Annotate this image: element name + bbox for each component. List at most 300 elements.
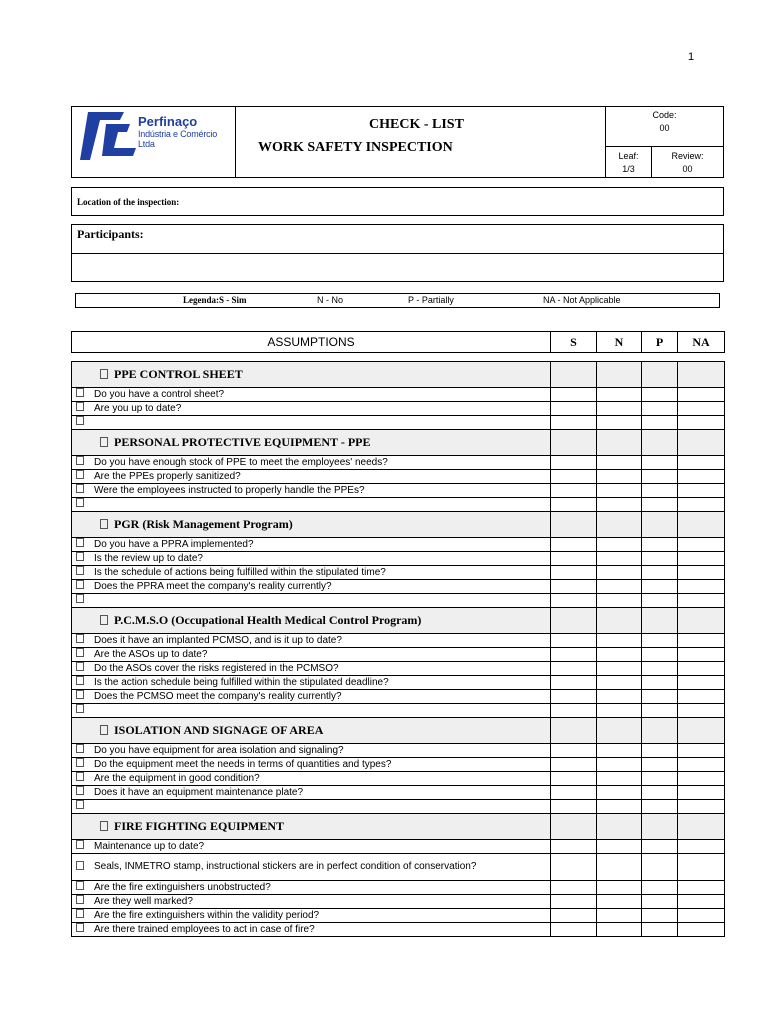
answer-cell-n[interactable]: [597, 758, 642, 772]
checkbox-icon[interactable]: [76, 662, 84, 671]
question-cell: [72, 538, 551, 552]
column-n: N: [597, 332, 642, 353]
answer-cell-s[interactable]: [551, 594, 597, 608]
answer-cell-s[interactable]: [551, 552, 597, 566]
answer-cell-s[interactable]: [551, 566, 597, 580]
review-value: 00: [682, 164, 693, 174]
question-text: Are they well marked?: [94, 895, 193, 907]
answer-cell-p[interactable]: [642, 676, 678, 690]
answer-cell-p: [642, 512, 678, 538]
question-cell: [72, 566, 551, 580]
answer-cell-n[interactable]: [597, 456, 642, 470]
answer-cell-n[interactable]: [597, 881, 642, 895]
question-cell: [72, 580, 551, 594]
checklist-table: [71, 331, 725, 937]
answer-cell-s[interactable]: [551, 786, 597, 800]
checkbox-icon[interactable]: [76, 552, 84, 561]
question-text: Were the employees instructed to properly handle the PPEs?: [94, 484, 365, 496]
question-row: [72, 416, 725, 430]
answer-cell-p[interactable]: [642, 772, 678, 786]
answer-cell-na[interactable]: [678, 800, 725, 814]
question-row: [72, 744, 725, 758]
question-row: [72, 634, 725, 648]
answer-cell-n[interactable]: [597, 634, 642, 648]
question-cell: [72, 484, 551, 498]
answer-cell-p[interactable]: [642, 648, 678, 662]
question-row: [72, 758, 725, 772]
question-row: [72, 800, 725, 814]
answer-cell-p[interactable]: [642, 923, 678, 937]
section-title-cell: [72, 718, 551, 744]
legend-n: N - No: [317, 295, 344, 305]
checkbox-icon[interactable]: [76, 895, 84, 904]
section-header-row: [72, 608, 725, 634]
answer-cell-s[interactable]: [551, 772, 597, 786]
answer-cell-s[interactable]: [551, 895, 597, 909]
question-text: Do the equipment meet the needs in terms of quantities and types?: [94, 758, 392, 770]
answer-cell-na[interactable]: [678, 634, 725, 648]
answer-cell-na[interactable]: [678, 895, 725, 909]
question-text: Is the review up to date?: [94, 552, 203, 564]
answer-cell-na[interactable]: [678, 758, 725, 772]
answer-cell-n: [597, 608, 642, 634]
answer-cell-s[interactable]: [551, 690, 597, 704]
question-row: [72, 690, 725, 704]
answer-cell-na[interactable]: [678, 772, 725, 786]
checkbox-icon: [100, 519, 108, 529]
answer-cell-na[interactable]: [678, 840, 725, 854]
answer-cell-na: [678, 814, 725, 840]
checkbox-icon: [100, 369, 108, 379]
answer-cell-p[interactable]: [642, 498, 678, 512]
review-label: Review:: [671, 151, 704, 161]
question-row: [72, 881, 725, 895]
column-na: NA: [678, 332, 725, 353]
question-text: Does it have an implanted PCMSO, and is it up to date?: [94, 634, 342, 646]
answer-cell-n[interactable]: [597, 704, 642, 718]
answer-cell-n[interactable]: [597, 484, 642, 498]
answer-cell-s[interactable]: [551, 648, 597, 662]
answer-cell-s[interactable]: [551, 388, 597, 402]
question-cell: [72, 800, 551, 814]
answer-cell-p[interactable]: [642, 786, 678, 800]
answer-cell-n[interactable]: [597, 800, 642, 814]
answer-cell-p[interactable]: [642, 538, 678, 552]
answer-cell-s[interactable]: [551, 744, 597, 758]
answer-cell-n[interactable]: [597, 854, 642, 881]
checkbox-icon[interactable]: [76, 456, 84, 465]
question-cell: [72, 662, 551, 676]
location-field[interactable]: [71, 187, 724, 216]
column-s: S: [551, 332, 597, 353]
answer-cell-na[interactable]: [678, 648, 725, 662]
question-cell: [72, 634, 551, 648]
answer-cell-p[interactable]: [642, 758, 678, 772]
section-title-cell: [72, 512, 551, 538]
answer-cell-na[interactable]: [678, 484, 725, 498]
question-cell: [72, 470, 551, 484]
answer-cell-n[interactable]: [597, 840, 642, 854]
question-row: [72, 854, 725, 881]
question-row: [72, 772, 725, 786]
answer-cell-na[interactable]: [678, 416, 725, 430]
answer-cell-n[interactable]: [597, 772, 642, 786]
question-row: [72, 402, 725, 416]
answer-cell-p[interactable]: [642, 552, 678, 566]
answer-cell-p[interactable]: [642, 580, 678, 594]
answer-cell-n[interactable]: [597, 690, 642, 704]
section-header-row: [72, 512, 725, 538]
checkbox-icon[interactable]: [76, 580, 84, 589]
answer-cell-p: [642, 362, 678, 388]
checkbox-icon[interactable]: [76, 840, 84, 849]
question-row: [72, 538, 725, 552]
logo-mark-icon: [78, 110, 138, 162]
question-text: Are you up to date?: [94, 402, 182, 414]
company-subtitle: Indústria e Comércio Ltda: [138, 129, 218, 149]
page-number: 1: [688, 51, 695, 63]
answer-cell-s: [551, 718, 597, 744]
answer-cell-na[interactable]: [678, 881, 725, 895]
question-text: Are there trained employees to act in case of fire?: [94, 923, 315, 935]
participants-divider: [72, 253, 723, 254]
answer-cell-na[interactable]: [678, 470, 725, 484]
answer-cell-na[interactable]: [678, 594, 725, 608]
question-row: [72, 786, 725, 800]
answer-cell-p[interactable]: [642, 909, 678, 923]
assumptions-header: ASSUMPTIONS: [72, 332, 551, 353]
section-title: PERSONAL PROTECTIVE EQUIPMENT - PPE: [114, 435, 371, 449]
checkbox-icon[interactable]: [76, 594, 84, 603]
code-label: Code:: [652, 110, 677, 120]
question-text: Seals, INMETRO stamp, instructional stickers are in perfect condition of conservation?: [94, 861, 477, 872]
answer-cell-s[interactable]: [551, 456, 597, 470]
company-name: Perfinaço: [138, 114, 198, 129]
checkbox-icon[interactable]: [76, 744, 84, 753]
answer-cell-p[interactable]: [642, 704, 678, 718]
section-header-row: [72, 814, 725, 840]
section-title: PGR (Risk Management Program): [114, 517, 293, 531]
question-row: [72, 566, 725, 580]
answer-cell-na[interactable]: [678, 456, 725, 470]
answer-cell-s[interactable]: [551, 840, 597, 854]
question-row: [72, 676, 725, 690]
code-box: [606, 107, 723, 147]
answer-cell-n: [597, 814, 642, 840]
question-text: Is the schedule of actions being fulfilled within the stipulated time?: [94, 566, 386, 578]
question-row: [72, 498, 725, 512]
question-row: [72, 388, 725, 402]
company-logo: [72, 107, 236, 177]
section-header-row: [72, 430, 725, 456]
answer-cell-p: [642, 430, 678, 456]
question-text: Do the ASOs cover the risks registered in the PCMSO?: [94, 662, 339, 674]
question-row: [72, 484, 725, 498]
answer-cell-n[interactable]: [597, 895, 642, 909]
checkbox-icon[interactable]: [76, 704, 84, 713]
answer-cell-n[interactable]: [597, 552, 642, 566]
checkbox-icon[interactable]: [76, 566, 84, 575]
question-text: Are the PPEs properly sanitized?: [94, 470, 241, 482]
document-header: [71, 106, 724, 178]
answer-cell-s[interactable]: [551, 498, 597, 512]
checkbox-icon[interactable]: [76, 538, 84, 547]
legend-s: Legenda:S - Sim: [183, 295, 247, 305]
checkbox-icon[interactable]: [76, 800, 84, 809]
checkbox-icon: [100, 821, 108, 831]
section-title-cell: [72, 814, 551, 840]
question-cell: [72, 676, 551, 690]
answer-cell-p[interactable]: [642, 566, 678, 580]
leaf-box: [606, 147, 652, 177]
checkbox-icon[interactable]: [76, 861, 84, 870]
answer-cell-na[interactable]: [678, 676, 725, 690]
spacer-cell: [72, 353, 725, 362]
question-text: Do you have a control sheet?: [94, 388, 225, 400]
answer-cell-p[interactable]: [642, 895, 678, 909]
section-title: ISOLATION AND SIGNAGE OF AREA: [114, 723, 324, 737]
participants-field[interactable]: [71, 224, 724, 282]
checkbox-icon: [100, 437, 108, 447]
question-cell: [72, 388, 551, 402]
checkbox-icon[interactable]: [76, 772, 84, 781]
question-row: [72, 704, 725, 718]
answer-cell-p[interactable]: [642, 854, 678, 881]
answer-cell-p[interactable]: [642, 402, 678, 416]
leaf-value: 1/3: [622, 164, 635, 174]
checkbox-icon[interactable]: [76, 881, 84, 890]
answer-cell-p[interactable]: [642, 662, 678, 676]
answer-cell-s[interactable]: [551, 416, 597, 430]
answer-cell-n[interactable]: [597, 538, 642, 552]
answer-cell-n: [597, 362, 642, 388]
answer-cell-n: [597, 512, 642, 538]
checkbox-icon[interactable]: [76, 648, 84, 657]
answer-cell-n: [597, 718, 642, 744]
question-row: [72, 456, 725, 470]
question-text: Are the equipment in good condition?: [94, 772, 260, 784]
question-row: [72, 840, 725, 854]
answer-cell-na[interactable]: [678, 690, 725, 704]
answer-cell-n[interactable]: [597, 923, 642, 937]
answer-cell-n[interactable]: [597, 676, 642, 690]
section-header-row: [72, 362, 725, 388]
checkbox-icon[interactable]: [76, 402, 84, 411]
answer-cell-na[interactable]: [678, 498, 725, 512]
question-cell: [72, 881, 551, 895]
question-row: [72, 552, 725, 566]
question-text: Is the action schedule being fulfilled within the stipulated deadline?: [94, 676, 389, 688]
checkbox-icon[interactable]: [76, 676, 84, 685]
checkbox-icon[interactable]: [76, 498, 84, 507]
checkbox-icon[interactable]: [76, 909, 84, 918]
leaf-label: Leaf:: [618, 151, 639, 161]
answer-cell-n[interactable]: [597, 744, 642, 758]
question-row: [72, 470, 725, 484]
answer-cell-s: [551, 430, 597, 456]
answer-cell-s[interactable]: [551, 402, 597, 416]
answer-cell-s[interactable]: [551, 800, 597, 814]
question-cell: [72, 854, 551, 881]
answer-cell-p[interactable]: [642, 416, 678, 430]
answer-cell-s[interactable]: [551, 758, 597, 772]
question-cell: [72, 923, 551, 937]
answer-cell-n[interactable]: [597, 566, 642, 580]
answer-cell-na[interactable]: [678, 552, 725, 566]
question-text: Does it have an equipment maintenance plate?: [94, 786, 304, 798]
question-row: [72, 580, 725, 594]
checkbox-icon: [100, 615, 108, 625]
answer-cell-na[interactable]: [678, 388, 725, 402]
answer-cell-n[interactable]: [597, 662, 642, 676]
answer-cell-n[interactable]: [597, 786, 642, 800]
answer-cell-p[interactable]: [642, 744, 678, 758]
review-box: [652, 147, 723, 177]
checkbox-icon[interactable]: [76, 470, 84, 479]
answer-cell-p[interactable]: [642, 800, 678, 814]
answer-cell-p[interactable]: [642, 388, 678, 402]
answer-cell-p[interactable]: [642, 690, 678, 704]
answer-cell-s[interactable]: [551, 881, 597, 895]
checkbox-icon[interactable]: [76, 634, 84, 643]
answer-cell-na[interactable]: [678, 704, 725, 718]
answer-cell-p: [642, 608, 678, 634]
answer-cell-p[interactable]: [642, 881, 678, 895]
answer-cell-n: [597, 430, 642, 456]
answer-cell-s[interactable]: [551, 580, 597, 594]
checkbox-icon[interactable]: [76, 388, 84, 397]
answer-cell-na[interactable]: [678, 580, 725, 594]
answer-cell-na: [678, 718, 725, 744]
question-row: [72, 923, 725, 937]
answer-cell-n[interactable]: [597, 498, 642, 512]
question-cell: [72, 402, 551, 416]
legend-p: P - Partially: [408, 295, 454, 305]
answer-cell-s[interactable]: [551, 676, 597, 690]
answer-cell-s: [551, 814, 597, 840]
document-title: CHECK - LIST: [369, 117, 464, 132]
question-text: Maintenance up to date?: [94, 840, 205, 852]
question-row: [72, 909, 725, 923]
checkbox-icon[interactable]: [76, 758, 84, 767]
answer-cell-s[interactable]: [551, 704, 597, 718]
answer-cell-n[interactable]: [597, 580, 642, 594]
question-text: Are the ASOs up to date?: [94, 648, 208, 660]
question-text: Does the PCMSO meet the company's reality currently?: [94, 690, 342, 702]
checkbox-icon[interactable]: [76, 923, 84, 932]
checkbox-icon: [100, 725, 108, 735]
section-title-cell: [72, 608, 551, 634]
answer-cell-n[interactable]: [597, 909, 642, 923]
question-text: Are the fire extinguishers unobstructed?: [94, 881, 271, 893]
answer-cell-p: [642, 718, 678, 744]
answer-cell-s[interactable]: [551, 470, 597, 484]
answer-cell-n[interactable]: [597, 416, 642, 430]
question-cell: [72, 690, 551, 704]
answer-cell-n[interactable]: [597, 388, 642, 402]
checkbox-icon[interactable]: [76, 484, 84, 493]
answer-cell-na: [678, 362, 725, 388]
question-cell: [72, 456, 551, 470]
question-cell: [72, 758, 551, 772]
section-header-row: [72, 718, 725, 744]
question-cell: [72, 594, 551, 608]
answer-cell-na[interactable]: [678, 402, 725, 416]
answer-cell-p[interactable]: [642, 484, 678, 498]
document-subtitle: WORK SAFETY INSPECTION: [258, 140, 453, 155]
question-cell: [72, 416, 551, 430]
answer-cell-s: [551, 608, 597, 634]
question-text: Are the fire extinguishers within the validity period?: [94, 909, 320, 921]
answer-cell-s[interactable]: [551, 634, 597, 648]
question-text: Does the PPRA meet the company's reality currently?: [94, 580, 332, 592]
answer-cell-na[interactable]: [678, 923, 725, 937]
question-cell: [72, 840, 551, 854]
legend-na: NA - Not Applicable: [543, 295, 621, 305]
participants-label: Participants:: [77, 227, 144, 241]
question-cell: [72, 772, 551, 786]
question-cell: [72, 648, 551, 662]
answer-cell-s: [551, 512, 597, 538]
answer-cell-s[interactable]: [551, 923, 597, 937]
question-cell: [72, 786, 551, 800]
answer-cell-na[interactable]: [678, 538, 725, 552]
answer-cell-s[interactable]: [551, 854, 597, 881]
checkbox-icon[interactable]: [76, 786, 84, 795]
table-spacer: [72, 353, 725, 362]
answer-cell-na: [678, 430, 725, 456]
answer-cell-p[interactable]: [642, 840, 678, 854]
answer-cell-n[interactable]: [597, 594, 642, 608]
question-row: [72, 895, 725, 909]
question-row: [72, 662, 725, 676]
answer-cell-n[interactable]: [597, 402, 642, 416]
answer-cell-s[interactable]: [551, 484, 597, 498]
question-row: [72, 594, 725, 608]
location-label: Location of the inspection:: [77, 197, 180, 207]
answer-cell-s[interactable]: [551, 909, 597, 923]
answer-cell-na[interactable]: [678, 662, 725, 676]
answer-cell-n[interactable]: [597, 648, 642, 662]
section-title: FIRE FIGHTING EQUIPMENT: [114, 819, 285, 833]
answer-cell-na[interactable]: [678, 786, 725, 800]
answer-cell-p[interactable]: [642, 470, 678, 484]
answer-cell-na[interactable]: [678, 744, 725, 758]
code-value: 00: [659, 123, 670, 133]
question-cell: [72, 552, 551, 566]
column-p: P: [642, 332, 678, 353]
document-meta: [605, 107, 723, 177]
checkbox-icon[interactable]: [76, 416, 84, 425]
answer-cell-na: [678, 512, 725, 538]
answer-cell-p[interactable]: [642, 456, 678, 470]
answer-cell-na[interactable]: [678, 566, 725, 580]
answer-cell-na: [678, 608, 725, 634]
checkbox-icon[interactable]: [76, 690, 84, 699]
section-title-cell: [72, 362, 551, 388]
section-title-cell: [72, 430, 551, 456]
answer-cell-p[interactable]: [642, 594, 678, 608]
answer-cell-s[interactable]: [551, 538, 597, 552]
section-title: PPE CONTROL SHEET: [114, 367, 243, 381]
table-header-row: [72, 332, 725, 353]
question-cell: [72, 704, 551, 718]
answer-cell-na[interactable]: [678, 909, 725, 923]
answer-cell-na[interactable]: [678, 854, 725, 881]
answer-cell-p[interactable]: [642, 634, 678, 648]
answer-cell-n[interactable]: [597, 470, 642, 484]
answer-cell-s[interactable]: [551, 662, 597, 676]
